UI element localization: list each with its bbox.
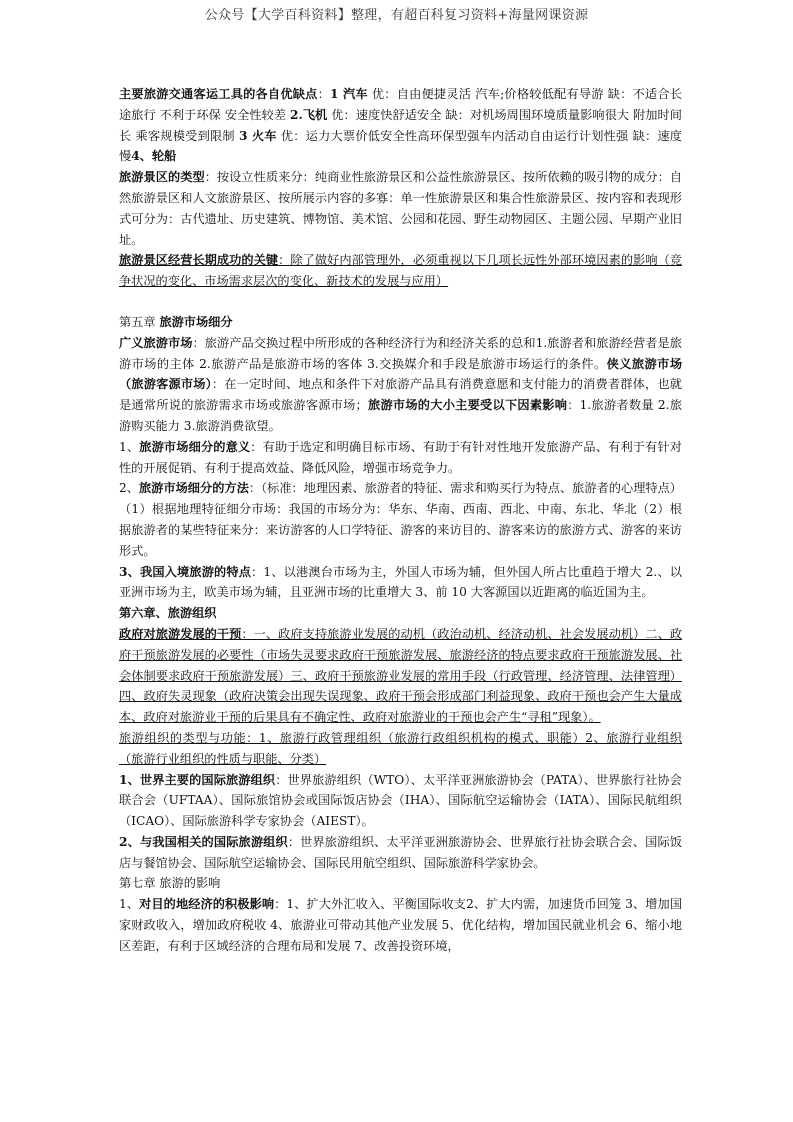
china-related-organizations-heading: 2、与我国相关的国际旅游组织 xyxy=(119,834,288,849)
scenic-success-heading: 旅游景区经营长期成功的关键 xyxy=(119,253,279,268)
organization-types-paragraph: 旅游组织的类型与功能：1、旅游行政管理组织（旅游行政组织机构的模式、职能）2、旅游行业组织（旅游行业组织的性质与职能、分类） xyxy=(119,730,682,766)
market-definition-paragraph: 广义旅游市场：旅游产品交换过程中所形成的各种经济行为和经济关系的总和1.旅游者和旅游经营者是旅游市场的主体 2.旅游产品是旅游市场的客体 3.交换媒介和手段是旅游市场运行的条件。侠义旅游市场（旅游客源市场）：在一定时间、地点和条件下对旅游产品具有消费意愿和支付能力的消费者群体，也就是通常所说的旅游需求市场或旅游客源市场；旅游市场的大小主要受以下因素影响：1.旅游者数量 2.旅游购买能力 3.旅游消费欲望。 xyxy=(119,335,683,433)
page-header: 公众号【大学百科资料】整理，有超百科复习资料+海量网课资源 xyxy=(204,8,589,23)
scenic-success-paragraph: 旅游景区经营长期成功的关键：除了做好内部管理外，必须重视以下几项长远性外部环境因素的影响（竞争状况的变化、市场需求层次的变化、新技术的发展与应用） xyxy=(119,253,683,289)
segmentation-meaning-heading: 旅游市场细分的意义 xyxy=(139,439,251,454)
segmentation-method-heading: 旅游市场细分的方法 xyxy=(138,481,249,496)
transport-heading: 主要旅游交通客运工具的各自优缺点 xyxy=(119,87,318,101)
economic-impact-heading: 对目的地经济的积极影响 xyxy=(139,897,275,912)
narrow-market-heading: 侠义旅游市场（旅游客源市场） xyxy=(119,356,683,392)
segmentation-meaning-paragraph: 1、旅游市场细分的意义：有助于选定和明确目标市场、有助于有针对性地开发旅游产品、有利于有针对性的开展促销、有利于提高效益、降低风险，增强市场竞争力。 xyxy=(119,439,682,475)
broad-market-heading: 广义旅游市场 xyxy=(119,335,193,350)
china-related-organizations-paragraph: 2、与我国相关的国际旅游组织：世界旅游组织、太平洋亚洲旅游协会、世界旅行社协会联合会、国际饭店与餐馆协会、国际航空运输协会、国际民用航空组织、国际旅游科学家协会。 xyxy=(119,834,682,870)
segmentation-method-paragraph: 2、旅游市场细分的方法：（标准：地理因素、旅游者的特征、需求和购买行为特点、旅游者的心理特点）（1）根据地理特征细分市场：我国的市场分为：华东、华南、西南、西北、中南、东北、华北（2）根据旅游者的某些特征来分：来访游客的人口学特征、游客的来访目的、游客来访的旅游方式、游客的来访形式。 xyxy=(119,481,682,558)
inbound-tourism-paragraph: 3、我国入境旅游的特点：1、以港澳台市场为主，外国人市场为辅，但外国人所占比重趋于增大 2.、以亚洲市场为主，欧美市场为辅，且亚洲市场的比重增大 3、前 10 大客源国以近距离的临近国为主。 xyxy=(119,564,682,600)
economic-impact-paragraph: 1、对目的地经济的积极影响：1、扩大外汇收入、平衡国际收支2、扩大内需，加速货币回笼 3、增加国家财政收入，增加政府税收 4、旅游业可带动其他产业发展 5、优化结构，增加国民就业机会 6、缩小地区差距，有利于区域经济的合理布局和发展 7、改善投资环境， xyxy=(119,897,683,953)
chapter-7-title: 第七章 旅游的影响 xyxy=(119,876,221,891)
scenic-types-paragraph: 旅游景区的类型：按设立性质来分：纯商业性旅游景区和公益性旅游景区、按所依赖的吸引物的成分：自然旅游景区和人文旅游景区、按所展示内容的多寡：单一性旅游景区和集合性旅游景区、按内容和表现形式可分为：古代遗址、历史建筑、博物馆、美术馆、公园和花园、野生动物园区、主题公园、早期产业旧址。 xyxy=(119,170,683,247)
inbound-tourism-heading: 3、我国入境旅游的特点 xyxy=(119,564,252,579)
scenic-types-heading: 旅游景区的类型 xyxy=(119,170,205,185)
chapter-5-title: 第五章 旅游市场细分 xyxy=(119,314,233,329)
market-size-heading: 旅游市场的大小主要受以下因素影响 xyxy=(367,398,568,413)
transport-paragraph: 主要旅游交通客运工具的各自优缺点：1 汽车 优：自由便捷灵活 汽车;价格较低配有导游 缺：不适合长途旅行 不利于环保 安全性较差 2.飞机 优：速度快舒适安全 缺：对机场周围环境质量影响很大 附加时间长 乘客规模受到限制 3 火车 优：运力大票价低安全性高环保型强车内活动自由运行计划性强 缺：速度慢4、轮船 xyxy=(119,87,683,164)
government-intervention-paragraph: 政府对旅游发展的干预：一、政府支持旅游业发展的动机（政治动机、经济动机、社会发展动机）二、政府干预旅游发展的必要性（市场失灵要求政府干预旅游发展、旅游经济的特点要求政府干预旅游发展、社会体制要求政府干预旅游发展）三、政府干预旅游业发展的常用手段（行政管理、经济管理、法律管理）四、政府失灵现象（政府决策会出现失误现象、政府干预会形成部门利益现象、政府干预也会产生大量成本、政府对旅游业干预的后果具有不确定性、政府对旅游业的干预也会产生“寻租”现象）。 xyxy=(119,626,683,725)
world-organizations-heading: 1、世界主要的国际旅游组织 xyxy=(119,772,276,787)
spacer xyxy=(119,292,682,312)
government-intervention-heading: 政府对旅游发展的干预 xyxy=(119,626,242,641)
document-body xyxy=(119,84,682,957)
chapter-6-title: 第六章、旅游组织 xyxy=(119,606,217,621)
world-organizations-paragraph: 1、世界主要的国际旅游组织：世界旅游组织（WTO）、太平洋亚洲旅游协会（PATA）、世界旅行社协会联合会（UFTAA）、国际旅馆协会或国际饭店协会（IHA）、国际航空运输协会（IATA）、国际民航组织（ICAO）、国际旅游科学专家协会（AIEST）。 xyxy=(119,772,682,829)
